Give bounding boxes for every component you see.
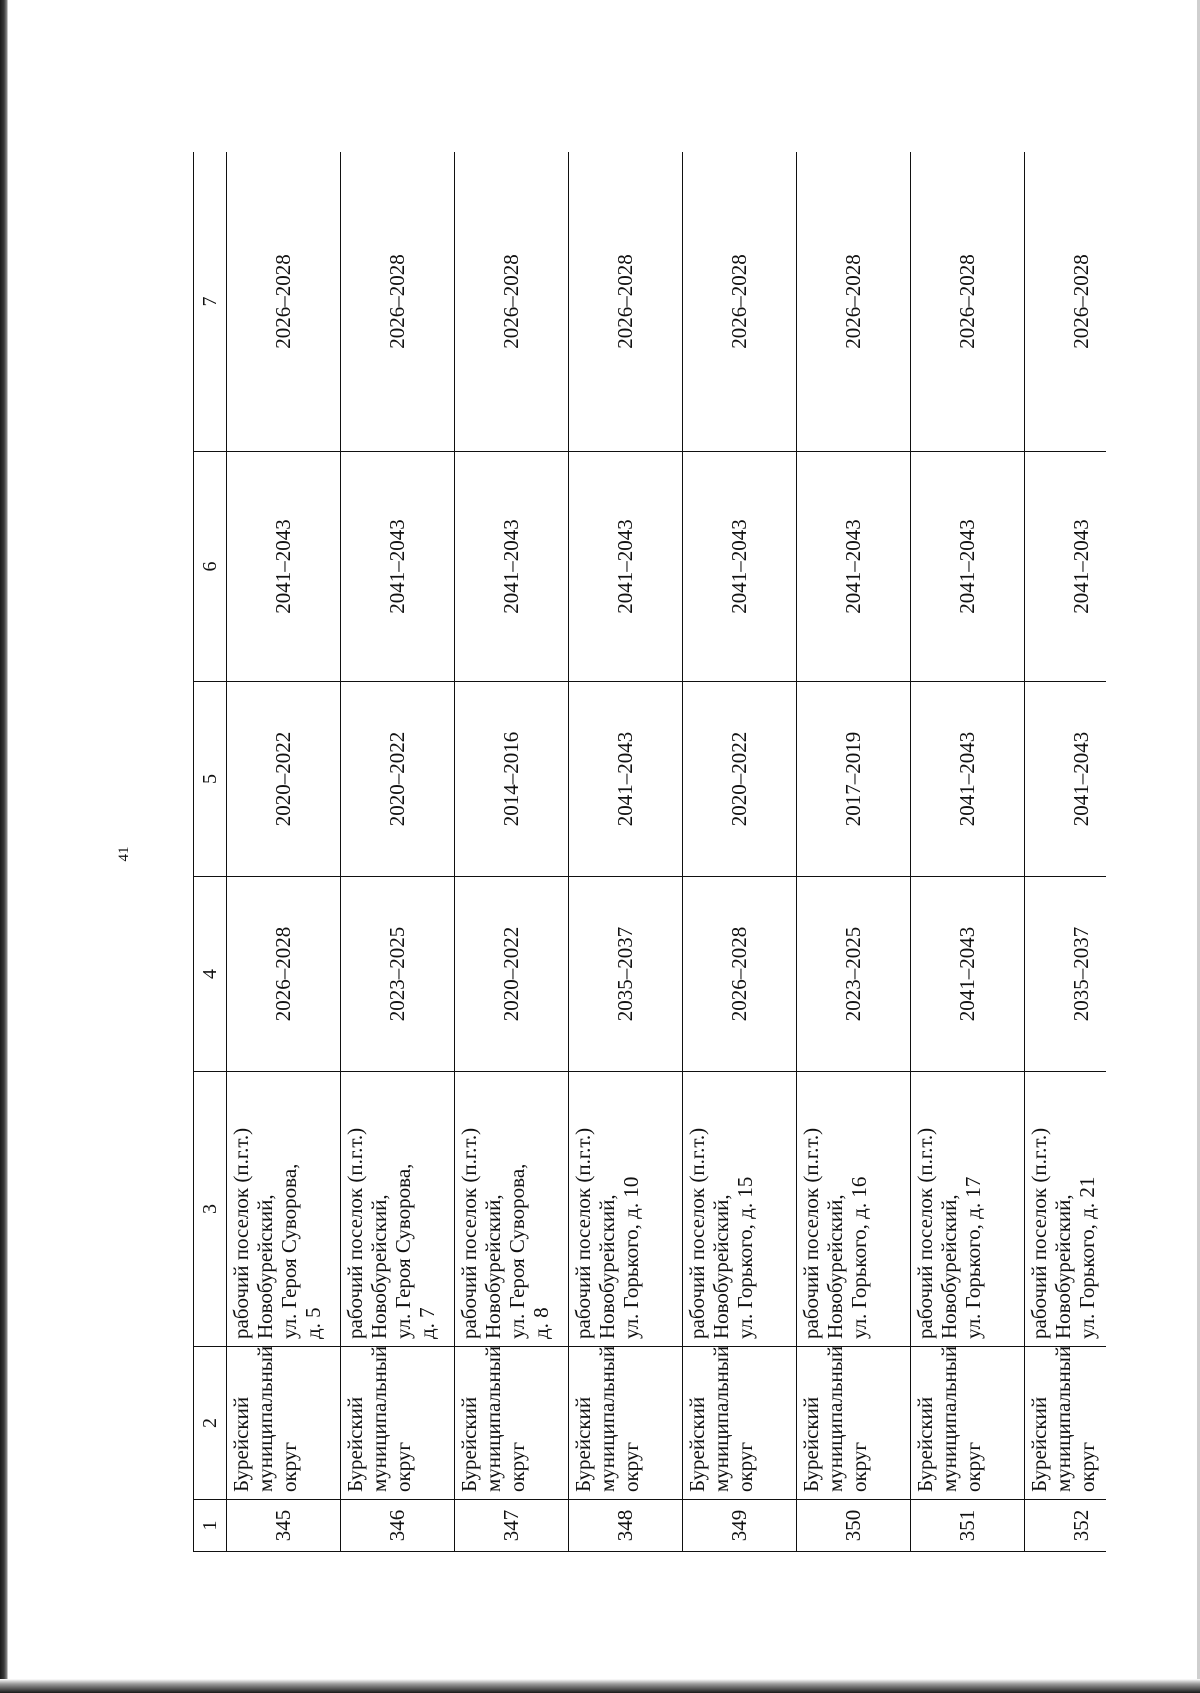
- period-cell-col5: 2014–2016: [455, 682, 569, 877]
- row-number-cell: 350: [797, 1500, 911, 1552]
- row-number-cell: 351: [911, 1500, 1025, 1552]
- address-cell: [341, 1072, 455, 1347]
- period-cell-col7: 2026–2028: [341, 152, 455, 452]
- period-cell-col5: 2020–2022: [227, 682, 341, 877]
- table-row: [569, 152, 683, 1552]
- address-cell: [227, 1072, 341, 1347]
- district-cell: Бурейский муниципальный округ: [1025, 1347, 1107, 1500]
- period-cell-col5: 2020–2022: [683, 682, 797, 877]
- address-line: д. 8: [529, 1307, 553, 1339]
- period-cell-col4: 2020–2022: [455, 877, 569, 1072]
- address-line: рабочий поселок (п.г.т.): [343, 1127, 367, 1339]
- table-row: [683, 152, 797, 1552]
- address-line: рабочий поселок (п.г.т.): [913, 1127, 937, 1339]
- address-cell: [683, 1072, 797, 1347]
- period-cell-col6: 2041–2043: [911, 452, 1025, 682]
- period-cell-col7: 2026–2028: [455, 152, 569, 452]
- period-cell-col6: 2041–2043: [227, 452, 341, 682]
- address-line: ул. Горького, д. 15: [733, 1176, 757, 1339]
- scan-edge-bottom: [0, 1679, 1200, 1693]
- period-cell-col7: 2026–2028: [1025, 152, 1107, 452]
- address-line: ул. Героя Суворова,: [391, 1163, 415, 1339]
- period-cell-col5: 2017–2019: [797, 682, 911, 877]
- district-cell: Бурейский муниципальный округ: [455, 1347, 569, 1500]
- address-line: ул. Горького, д. 21: [1075, 1176, 1099, 1339]
- table-row: [341, 152, 455, 1552]
- address-line: д. 5: [301, 1307, 325, 1339]
- period-cell-col6: 2041–2043: [683, 452, 797, 682]
- column-header: 2: [194, 1347, 227, 1500]
- column-header: 6: [194, 452, 227, 682]
- period-cell-col7: 2026–2028: [227, 152, 341, 452]
- rotated-table-frame: [193, 152, 1106, 1552]
- address-cell: [455, 1072, 569, 1347]
- address-line: ул. Героя Суворова,: [505, 1163, 529, 1339]
- table-row: [227, 152, 341, 1552]
- column-header: 3: [194, 1072, 227, 1347]
- row-number-cell: 352: [1025, 1500, 1107, 1552]
- period-cell-col5: 2041–2043: [1025, 682, 1107, 877]
- column-number-row: [194, 152, 227, 1552]
- column-header: 4: [194, 877, 227, 1072]
- period-cell-col4: 2035–2037: [569, 877, 683, 1072]
- period-cell-col6: 2041–2043: [341, 452, 455, 682]
- address-line: Новобурейский,: [709, 1194, 733, 1339]
- address-line: Новобурейский,: [937, 1194, 961, 1339]
- address-line: рабочий поселок (п.г.т.): [571, 1127, 595, 1339]
- address-line: ул. Героя Суворова,: [277, 1163, 301, 1339]
- address-line: Новобурейский,: [595, 1194, 619, 1339]
- district-cell: Бурейский муниципальный округ: [569, 1347, 683, 1500]
- period-cell-col5: 2020–2022: [341, 682, 455, 877]
- table-row: [1025, 152, 1107, 1552]
- period-cell-col5: 2041–2043: [569, 682, 683, 877]
- address-line: ул. Горького, д. 16: [847, 1176, 871, 1339]
- period-cell-col7: 2026–2028: [683, 152, 797, 452]
- address-line: Новобурейский,: [253, 1194, 277, 1339]
- table-row: [797, 152, 911, 1552]
- period-cell-col7: 2026–2028: [797, 152, 911, 452]
- district-cell: Бурейский муниципальный округ: [911, 1347, 1025, 1500]
- address-line: рабочий поселок (п.г.т.): [457, 1127, 481, 1339]
- page-number: 41: [116, 846, 132, 862]
- period-cell-col6: 2041–2043: [1025, 452, 1107, 682]
- column-header: 7: [194, 152, 227, 452]
- row-number-cell: 345: [227, 1500, 341, 1552]
- address-line: ул. Горького, д. 10: [619, 1176, 643, 1339]
- address-line: рабочий поселок (п.г.т.): [1027, 1127, 1051, 1339]
- address-line: Новобурейский,: [823, 1194, 847, 1339]
- district-cell: Бурейский муниципальный округ: [227, 1347, 341, 1500]
- period-cell-col5: 2041–2043: [911, 682, 1025, 877]
- address-cell: [1025, 1072, 1107, 1347]
- table-row: [911, 152, 1025, 1552]
- address-cell: [911, 1072, 1025, 1347]
- table-body: [227, 152, 1107, 1552]
- scan-edge-left: [0, 0, 8, 1693]
- address-line: Новобурейский,: [481, 1194, 505, 1339]
- address-line: Новобурейский,: [367, 1194, 391, 1339]
- address-cell: [797, 1072, 911, 1347]
- column-header: 5: [194, 682, 227, 877]
- registry-table: [193, 152, 1106, 1552]
- address-line: рабочий поселок (п.г.т.): [229, 1127, 253, 1339]
- period-cell-col4: 2026–2028: [227, 877, 341, 1072]
- period-cell-col7: 2026–2028: [569, 152, 683, 452]
- period-cell-col4: 2023–2025: [341, 877, 455, 1072]
- address-line: ул. Горького, д. 17: [961, 1176, 985, 1339]
- address-line: рабочий поселок (п.г.т.): [799, 1127, 823, 1339]
- period-cell-col4: 2023–2025: [797, 877, 911, 1072]
- period-cell-col4: 2035–2037: [1025, 877, 1107, 1072]
- period-cell-col4: 2026–2028: [683, 877, 797, 1072]
- table-row: [455, 152, 569, 1552]
- district-cell: Бурейский муниципальный округ: [341, 1347, 455, 1500]
- district-cell: Бурейский муниципальный округ: [797, 1347, 911, 1500]
- row-number-cell: 347: [455, 1500, 569, 1552]
- address-line: рабочий поселок (п.г.т.): [685, 1127, 709, 1339]
- period-cell-col7: 2026–2028: [911, 152, 1025, 452]
- period-cell-col4: 2041–2043: [911, 877, 1025, 1072]
- period-cell-col6: 2041–2043: [797, 452, 911, 682]
- column-header: 1: [194, 1500, 227, 1552]
- period-cell-col6: 2041–2043: [455, 452, 569, 682]
- address-line: д. 7: [415, 1307, 439, 1339]
- row-number-cell: 346: [341, 1500, 455, 1552]
- period-cell-col6: 2041–2043: [569, 452, 683, 682]
- address-cell: [569, 1072, 683, 1347]
- address-line: Новобурейский,: [1051, 1194, 1075, 1339]
- row-number-cell: 349: [683, 1500, 797, 1552]
- district-cell: Бурейский муниципальный округ: [683, 1347, 797, 1500]
- row-number-cell: 348: [569, 1500, 683, 1552]
